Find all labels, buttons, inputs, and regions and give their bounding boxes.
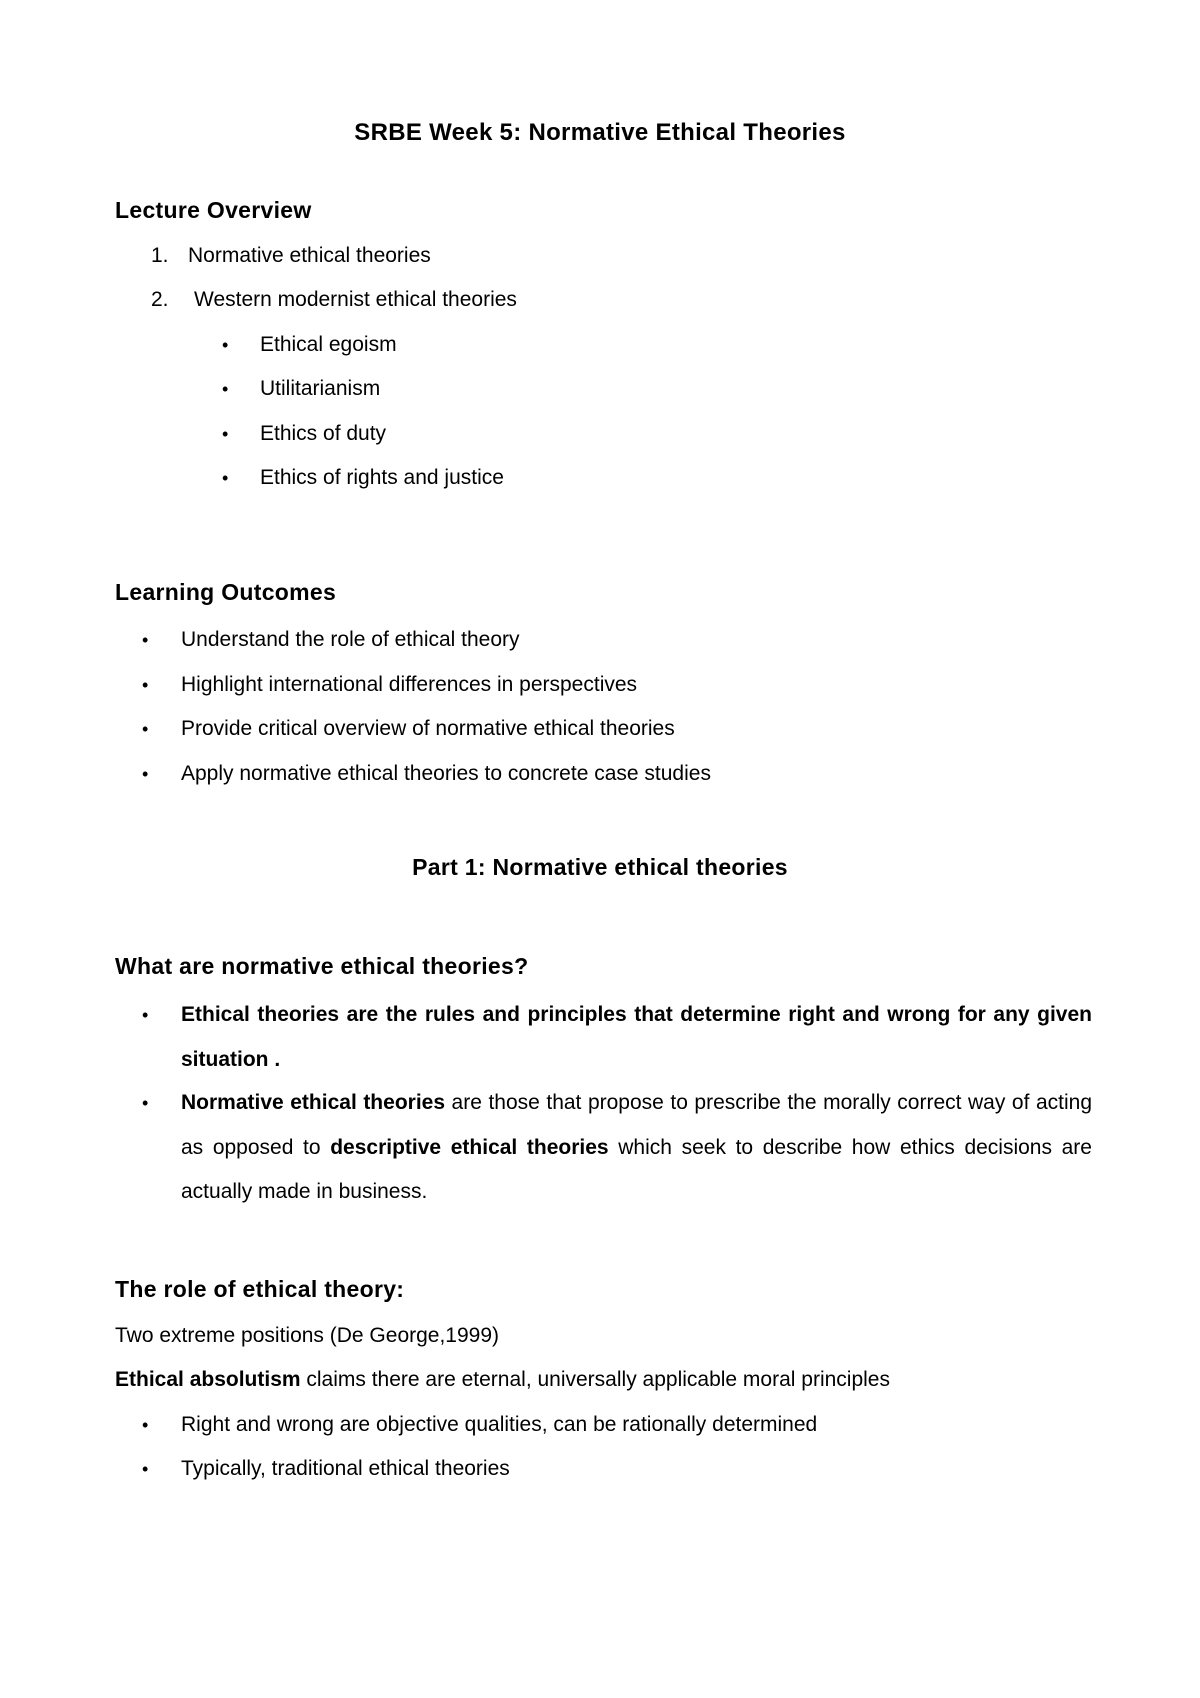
- bullet-marker: •: [142, 675, 149, 695]
- bullet-marker: •: [142, 1459, 149, 1479]
- bold-term: Ethical absolutism: [115, 1368, 301, 1391]
- bullet-marker: •: [142, 1005, 149, 1025]
- bullet-marker: •: [142, 764, 149, 784]
- numbered-item-marker: 2.: [151, 288, 169, 311]
- bullet-marker: •: [142, 630, 149, 650]
- absolutism-line: [115, 1367, 890, 1393]
- line-text: claims there are eternal, universally applicable moral principles: [300, 1368, 890, 1391]
- outcome-item: Understand the role of ethical theory: [181, 628, 520, 651]
- sub-bullet-item: Ethics of rights and justice: [260, 466, 504, 489]
- learning-outcomes-heading: Learning Outcomes: [115, 579, 337, 605]
- numbered-item: Normative ethical theories: [188, 244, 431, 267]
- paragraph-text: which seek to describe how ethics decisions are actually made in business.: [181, 1135, 1092, 1203]
- role-bullet-item: Right and wrong are objective qualities, can be rationally determined: [181, 1413, 818, 1436]
- part1-heading: Part 1: Normative ethical theories: [412, 854, 788, 880]
- bullet-marker: •: [222, 468, 229, 488]
- numbered-item: Western modernist ethical theories: [194, 288, 517, 311]
- lecture-overview-heading: Lecture Overview: [115, 197, 312, 223]
- bullet-marker: •: [142, 719, 149, 739]
- outcome-item: Apply normative ethical theories to concrete case studies: [181, 762, 711, 785]
- document-title: SRBE Week 5: Normative Ethical Theories: [354, 119, 846, 146]
- bold-term: descriptive ethical theories: [330, 1135, 609, 1159]
- outcome-item: Provide critical overview of normative ethical theories: [181, 717, 675, 740]
- paragraph-text: are those that propose to prescribe the morally correct way of acting as opposed to: [181, 1091, 1093, 1159]
- role-bullet-item: Typically, traditional ethical theories: [181, 1457, 510, 1480]
- bullet-marker: •: [222, 424, 229, 444]
- bullet-marker: •: [142, 1415, 149, 1435]
- sub-bullet-item: Ethical egoism: [260, 333, 397, 356]
- bold-term: Normative ethical theories: [181, 1091, 446, 1114]
- role-heading: The role of ethical theory:: [115, 1276, 405, 1302]
- bullet-marker: •: [222, 379, 229, 399]
- sub-bullet-item: Utilitarianism: [260, 377, 381, 400]
- normative-paragraph: [181, 1081, 1092, 1215]
- definition-paragraph: Ethical theories are the rules and principles that determine right and wrong for any given situation .: [181, 1003, 1092, 1071]
- bullet-marker: •: [142, 1093, 149, 1113]
- what-are-heading: What are normative ethical theories?: [115, 953, 529, 979]
- bullet-marker: •: [222, 335, 229, 355]
- outcome-item: Highlight international differences in perspectives: [181, 673, 638, 696]
- numbered-item-marker: 1.: [151, 244, 169, 267]
- role-line: Two extreme positions (De George,1999): [115, 1324, 500, 1347]
- sub-bullet-item: Ethics of duty: [260, 422, 387, 445]
